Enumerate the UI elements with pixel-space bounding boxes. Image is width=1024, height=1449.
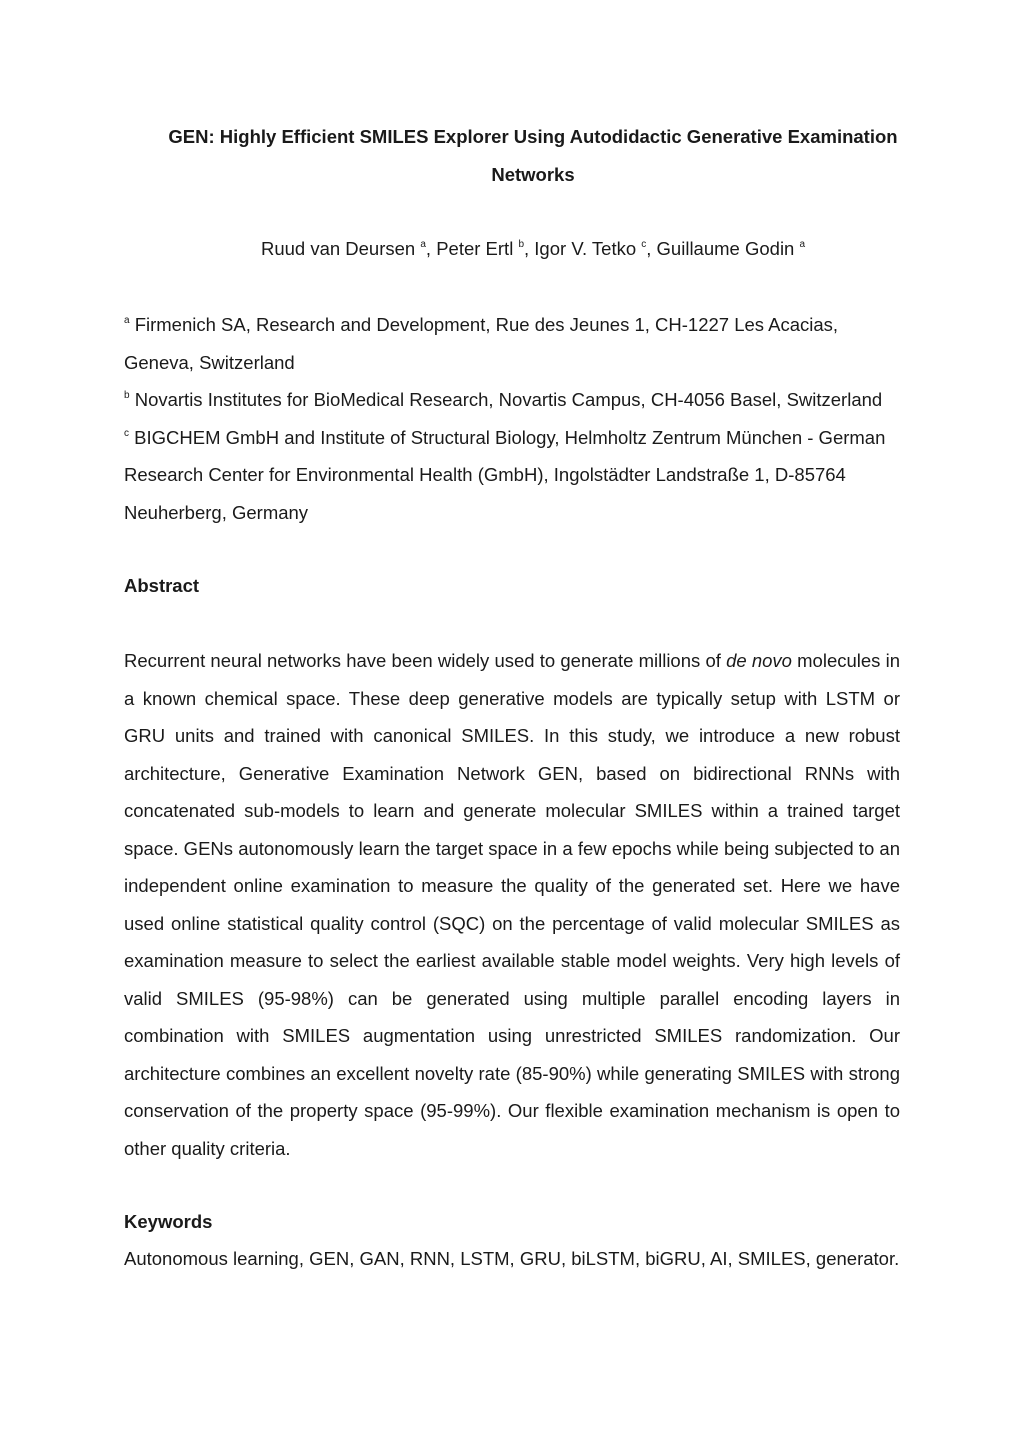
affiliation (124, 419, 900, 532)
author-list (124, 231, 900, 267)
author-name: Peter Ertl (436, 238, 514, 259)
affiliation-mark: c (641, 239, 647, 250)
paper-title: GEN: Highly Efficient SMILES Explorer Using Autodidactic Generative Examination Networks (168, 126, 898, 185)
affiliation (124, 306, 900, 381)
affiliation-mark: a (124, 315, 130, 326)
author-name: Igor V. Tetko (534, 238, 637, 259)
affiliation-mark: c (124, 427, 129, 439)
affiliation-mark: b (518, 239, 525, 250)
affiliation-text: BIGCHEM GmbH and Institute of Structural Biology, Helmholtz Zentrum München - German Research Center for Environmental Health (GmbH), Ingolstädter Landstraße 1, D-85764 Neuherberg, Germany (124, 426, 886, 523)
abstract-heading: Abstract (124, 575, 200, 596)
affiliation-list (124, 306, 900, 531)
keywords-text: Autonomous learning, GEN, GAN, RNN, LSTM, GRU, biLSTM, biGRU, AI, SMILES, generator. (124, 1248, 900, 1269)
affiliation-text: Novartis Institutes for BioMedical Research, Novartis Campus, CH-4056 Basel, Switzerland (134, 389, 883, 410)
author (657, 238, 806, 259)
affiliation-mark: a (420, 239, 426, 250)
affiliation (124, 381, 900, 419)
author: Ruud van Deursen $^a$, (260, 238, 437, 259)
affiliation-text: Firmenich SA, Research and Development, Rue des Jeunes 1, CH-1227 Les Acacias, Geneva, Switzerland (124, 314, 839, 373)
author-name: Ruud van Deursen (260, 238, 416, 259)
author: Peter Ertl $^b$, (436, 238, 535, 259)
affiliation-mark: a (799, 239, 806, 250)
author: Igor V. Tetko $^c$, (534, 238, 657, 259)
keywords-heading: Keywords (124, 1211, 213, 1232)
abstract-text: Recurrent neural networks have been widely used to generate millions of de novo molecules in a known chemical space. These deep generative models are typically setup with LSTM or GRU units and trained with canonical SMILES. In this study, we introduce a new robust architecture, Generative Examination Network GEN, based on bidirectional RNNs with concatenated sub-models to learn and generate molecular SMILES within a trained target space. GENs autonomously learn the target space in a few epochs while being subjected to an independent online examination to measure the quality of the generated set. Here we have used online statistical quality control (SQC) on the percentage of valid molecular SMILES as examination measure to select the earliest available stable model weights. Very high levels of valid SMILES (95-98%) can be generated using multiple parallel encoding layers in combination with SMILES augmentation using unrestricted SMILES randomization. Our architecture combines an excellent novelty rate (85-90%) while generating SMILES with strong conservation of the property space (95-99%). Our flexible examination mechanism is open to other quality criteria. (124, 650, 901, 1159)
author-name: Guillaume Godin (656, 238, 795, 259)
affiliation-mark: b (124, 390, 130, 401)
italic-term: de novo (726, 650, 792, 671)
